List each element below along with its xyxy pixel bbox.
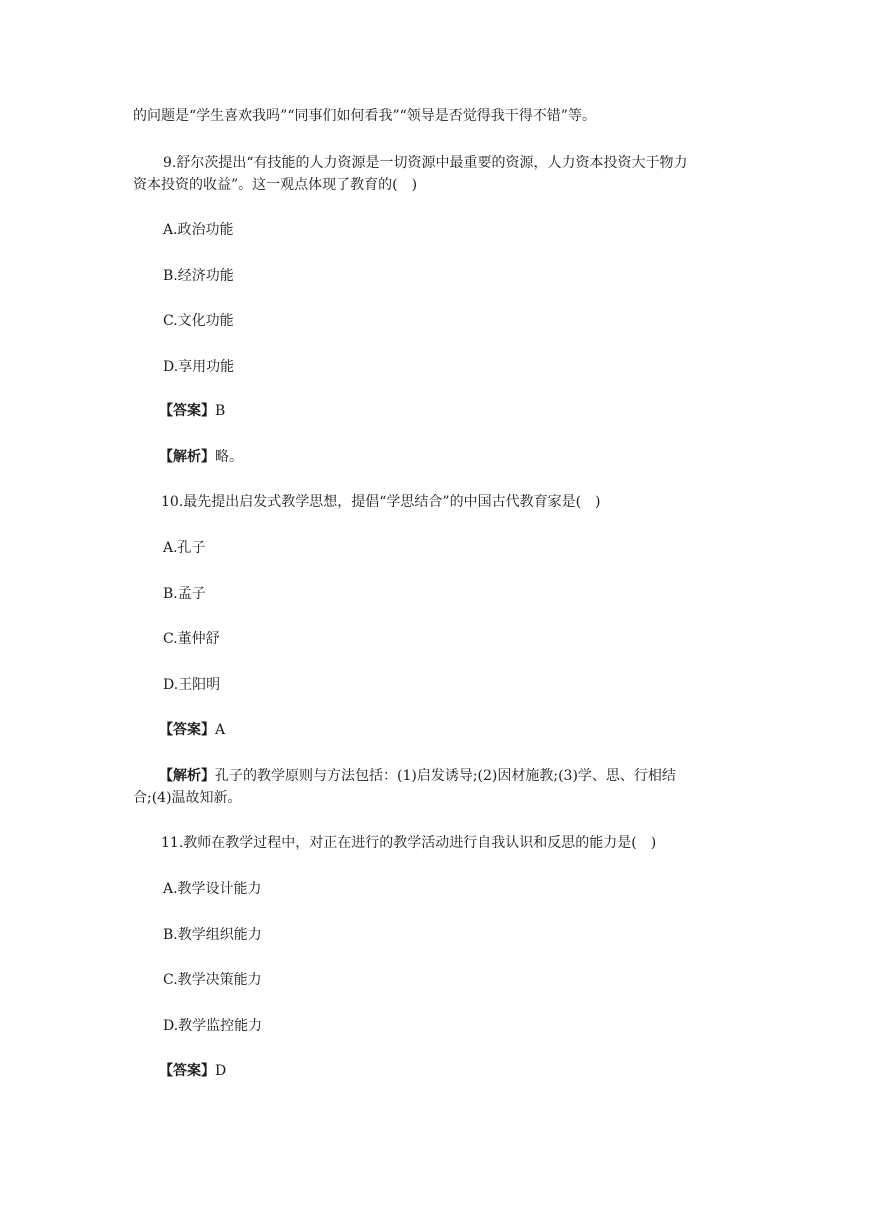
intro-continuation: 的问题是“学生喜欢我吗”“同事们如何看我”“领导是否觉得我干得不错”等。: [133, 108, 596, 124]
q10-answer: [159, 720, 225, 740]
q9-analysis: [159, 447, 243, 467]
q9-option-d: D.享用功能: [163, 359, 235, 375]
q11-option-c: C.教学决策能力: [163, 972, 262, 988]
q10-answer-label: 【答案】: [159, 722, 215, 738]
q10-option-c: C.董仲舒: [163, 631, 220, 647]
q9-analysis-label: 【解析】: [159, 449, 215, 465]
q11-stem: 11.教师在教学过程中，对正在进行的教学活动进行自我认识和反思的能力是( ): [161, 835, 657, 851]
q9-answer-label: 【答案】: [159, 403, 215, 419]
q9-option-b: B.经济功能: [163, 268, 234, 284]
q9-option-a: A.政治功能: [163, 222, 234, 238]
q9-answer-value: B: [215, 403, 226, 419]
q10-analysis-line2: 合;(4)温故知新。: [133, 790, 242, 806]
q10-option-a: A.孔子: [163, 540, 206, 556]
q10-option-d: D.王阳明: [163, 677, 221, 693]
q9-option-c: C.文化功能: [163, 313, 234, 329]
q11-answer-value: D: [215, 1063, 227, 1079]
q11-option-a: A.教学设计能力: [163, 881, 262, 897]
q10-analysis-line1: [159, 766, 676, 786]
q11-answer: [159, 1061, 226, 1081]
q10-option-b: B.孟子: [163, 586, 206, 602]
q10-analysis-text: 孔子的教学原则与方法包括：(1)启发诱导;(2)因材施教;(3)学、思、行相结: [215, 768, 676, 784]
q9-stem-line2: 资本投资的收益”。这一观点体现了教育的( ): [133, 177, 418, 193]
q10-analysis-label: 【解析】: [159, 768, 215, 784]
q11-answer-label: 【答案】: [159, 1063, 215, 1079]
q9-analysis-text: 略。: [215, 449, 243, 465]
q9-stem-line1: 9.舒尔茨提出“有技能的人力资源是一切资源中最重要的资源，人力资本投资大于物力: [163, 155, 688, 171]
q11-option-d: D.教学监控能力: [163, 1018, 263, 1034]
q11-option-b: B.教学组织能力: [163, 927, 262, 943]
q9-answer: [159, 401, 225, 421]
q10-stem: 10.最先提出启发式教学思想，提倡“学思结合”的中国古代教育家是( ): [161, 494, 601, 510]
q10-answer-value: A: [215, 722, 226, 738]
